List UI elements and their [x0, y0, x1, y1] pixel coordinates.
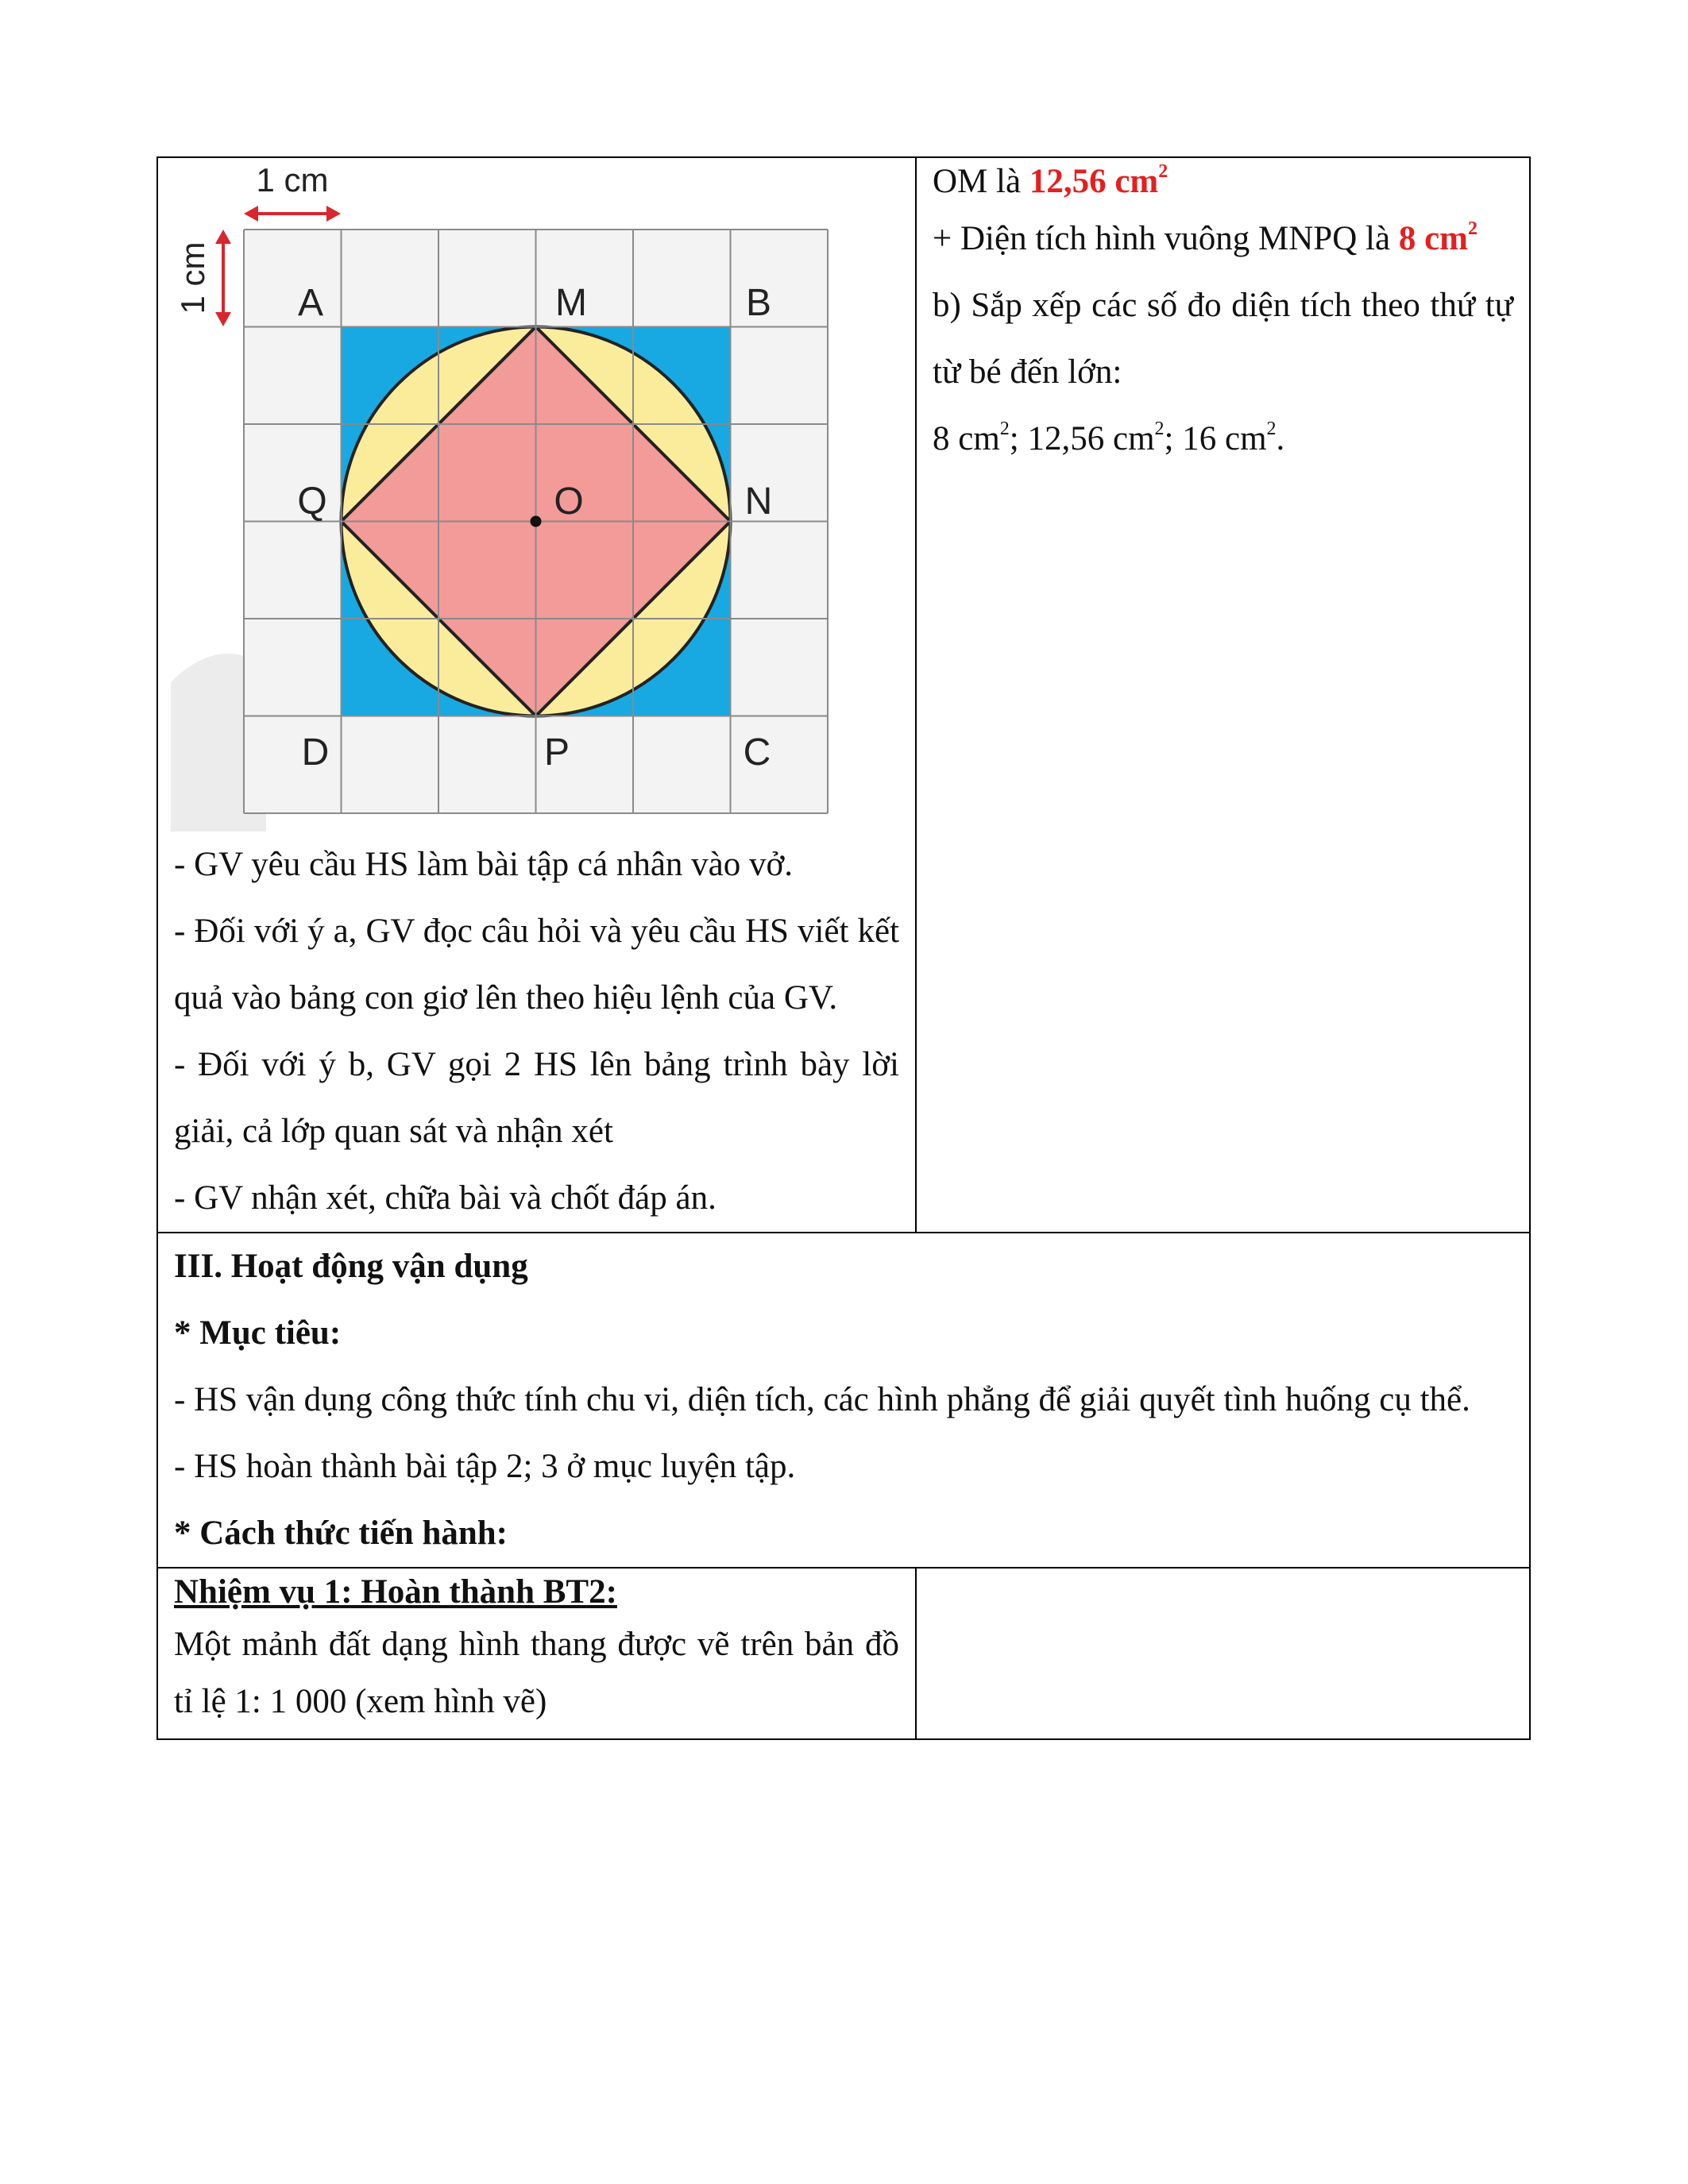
label-n: N	[744, 480, 773, 523]
instruction-4: - GV nhận xét, chữa bài và chốt đáp án.	[174, 1179, 717, 1217]
geometry-figure	[171, 158, 854, 832]
goal-2: - HS hoàn thành bài tập 2; 3 ở mục luyện tập.	[174, 1448, 796, 1485]
answer-text: OM là	[933, 163, 1029, 200]
goal-heading: * Mục tiêu:	[174, 1314, 342, 1352]
table-row	[157, 1233, 1530, 1568]
table-row	[157, 1568, 1530, 1739]
document-page	[156, 156, 1531, 1740]
answer-line-sorted: 8 $cm^2$; 12,56 $cm^2$; 16 $cm^2$.	[933, 418, 1285, 457]
answer-line-square-area	[933, 206, 1513, 272]
section-heading: III. Hoạt động vận dụng	[174, 1248, 528, 1285]
horizontal-scale-label: 1 cm	[256, 161, 329, 199]
label-d: D	[301, 731, 330, 774]
label-o: O	[554, 480, 584, 523]
label-a: A	[297, 282, 324, 324]
table-row	[157, 157, 1530, 1233]
answer-text: + Diện tích hình vuông MNPQ là	[933, 220, 1399, 257]
vertical-scale-label: 1 cm	[174, 241, 211, 314]
task-cell	[157, 1568, 916, 1739]
label-m: M	[555, 282, 587, 324]
task-text: Một mảnh đất dạng hình thang được vẽ trên bản đồ tỉ lệ 1: 1 000 (xem hình vẽ)	[174, 1626, 899, 1720]
task-answer-cell	[916, 1568, 1530, 1739]
answer-line-om	[933, 158, 1513, 206]
label-p: P	[543, 731, 570, 774]
activity-cell	[157, 1233, 1530, 1568]
instruction-1: - GV yêu cầu HS làm bài tập cá nhân vào vở.	[174, 846, 793, 883]
center-point-o	[531, 516, 542, 527]
method-heading: * Cách thức tiến hành:	[174, 1515, 508, 1552]
figure-cell	[157, 157, 916, 1233]
instruction-2: - Đối với ý a, GV đọc câu hỏi và yêu cầu HS viết kết quả vào bảng con giơ lên theo hiệu lệnh của GV.	[174, 913, 899, 1017]
label-b: B	[745, 282, 772, 324]
lesson-table	[156, 156, 1531, 1740]
answer-line-sort: b) Sắp xếp các số đo diện tích theo thứ tự từ bé đến lớn:	[933, 287, 1513, 391]
label-c: C	[743, 731, 771, 774]
goal-1: - HS vận dụng công thức tính chu vi, diện tích, các hình phẳng để giải quyết tình huống cụ thể.	[174, 1381, 1470, 1418]
answer-value-circle-area: 12,56 $cm^2$	[1029, 160, 1168, 200]
task-heading: Nhiệm vụ 1: Hoàn thành BT2:	[174, 1573, 617, 1611]
instruction-3: - Đối với ý b, GV gọi 2 HS lên bảng trình bày lời giải, cả lớp quan sát và nhận xét	[174, 1046, 899, 1150]
label-q: Q	[297, 480, 327, 523]
answer-value-square-area: 8 $cm^2$	[1398, 218, 1477, 257]
answer-cell	[916, 157, 1530, 1233]
